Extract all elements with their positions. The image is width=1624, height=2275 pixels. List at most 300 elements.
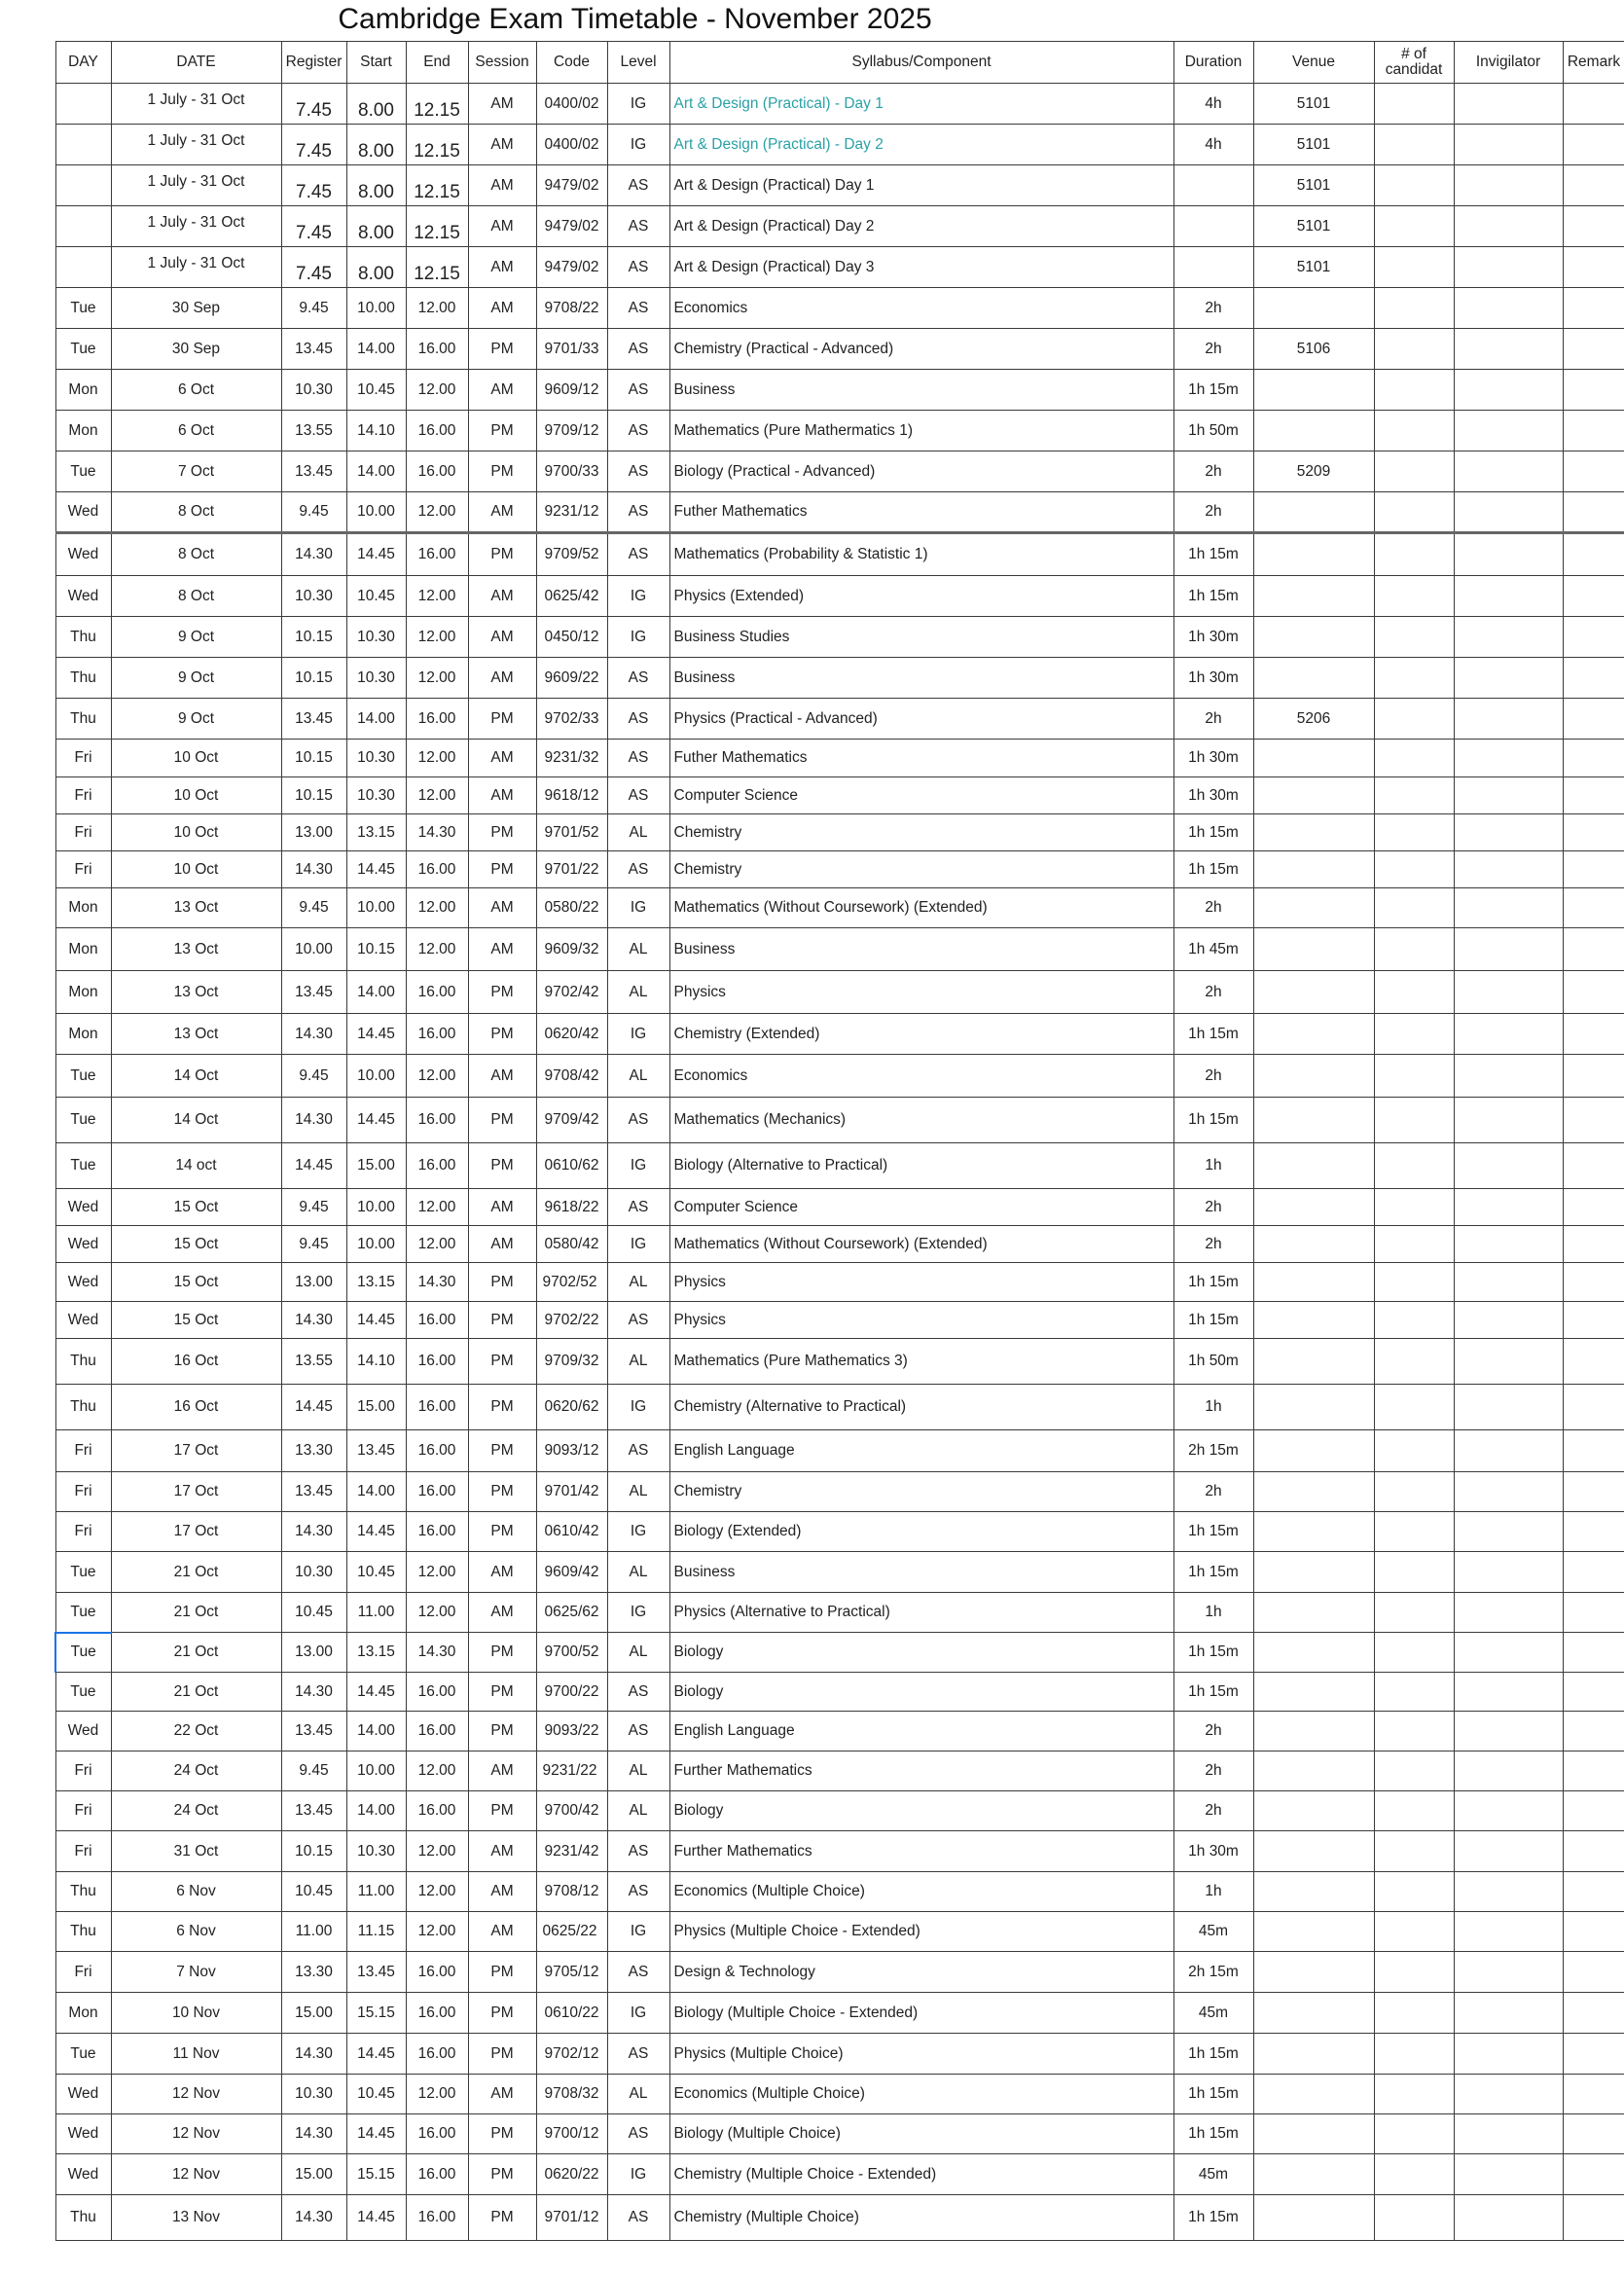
cell-invigilator[interactable] (1454, 617, 1563, 658)
cell-code[interactable]: 9700/42 (536, 1791, 607, 1831)
cell-code[interactable]: 9231/42 (536, 1831, 607, 1872)
cell-invigilator[interactable] (1454, 288, 1563, 329)
cell-session[interactable]: PM (468, 411, 536, 451)
cell-invigilator[interactable] (1454, 1791, 1563, 1831)
cell-venue[interactable] (1253, 617, 1374, 658)
cell-candidates[interactable] (1374, 247, 1454, 288)
cell-code[interactable]: 9618/12 (536, 777, 607, 814)
cell-venue[interactable]: 5206 (1253, 699, 1374, 740)
cell-register[interactable]: 14.45 (281, 1143, 346, 1189)
cell-remark[interactable] (1563, 2114, 1624, 2154)
cell-candidates[interactable] (1374, 1339, 1454, 1385)
cell-invigilator[interactable] (1454, 2075, 1563, 2114)
cell-remark[interactable] (1563, 1339, 1624, 1385)
cell-subject[interactable]: Chemistry (Extended) (669, 1014, 1173, 1055)
cell-date[interactable]: 13 Oct (111, 1014, 281, 1055)
cell-invigilator[interactable] (1454, 1014, 1563, 1055)
cell-subject[interactable]: Mathematics (Probability & Statistic 1) (669, 533, 1173, 576)
cell-code[interactable]: 9479/02 (536, 247, 607, 288)
cell-register[interactable]: 14.30 (281, 1098, 346, 1143)
cell-level[interactable]: AS (607, 2195, 669, 2241)
cell-subject[interactable]: Design & Technology (669, 1952, 1173, 1993)
cell-day[interactable]: Wed (55, 1712, 111, 1751)
cell-code[interactable]: 9609/22 (536, 658, 607, 699)
cell-duration[interactable]: 45m (1173, 1993, 1253, 2034)
cell-start[interactable]: 14.00 (346, 329, 406, 370)
cell-invigilator[interactable] (1454, 1226, 1563, 1263)
cell-start[interactable]: 15.15 (346, 2154, 406, 2195)
cell-subject[interactable]: Further Mathematics (669, 1751, 1173, 1791)
cell-duration[interactable]: 1h (1173, 1143, 1253, 1189)
cell-duration[interactable]: 1h 30m (1173, 1831, 1253, 1872)
cell-candidates[interactable] (1374, 2154, 1454, 2195)
cell-venue[interactable]: 5101 (1253, 247, 1374, 288)
cell-start[interactable]: 14.45 (346, 2195, 406, 2241)
cell-code[interactable]: 9093/12 (536, 1430, 607, 1472)
cell-code[interactable]: 0400/02 (536, 84, 607, 125)
cell-session[interactable]: AM (468, 206, 536, 247)
cell-session[interactable]: AM (468, 165, 536, 206)
cell-code[interactable]: 9708/22 (536, 288, 607, 329)
cell-level[interactable]: AS (607, 165, 669, 206)
cell-subject[interactable]: Chemistry (669, 1472, 1173, 1512)
cell-remark[interactable] (1563, 533, 1624, 576)
cell-day[interactable] (55, 247, 111, 288)
cell-invigilator[interactable] (1454, 451, 1563, 492)
cell-subject[interactable]: Chemistry (Alternative to Practical) (669, 1385, 1173, 1430)
cell-invigilator[interactable] (1454, 1339, 1563, 1385)
cell-venue[interactable] (1253, 1302, 1374, 1339)
cell-candidates[interactable] (1374, 451, 1454, 492)
cell-remark[interactable] (1563, 658, 1624, 699)
cell-start[interactable]: 14.45 (346, 1014, 406, 1055)
cell-day[interactable]: Thu (55, 658, 111, 699)
cell-end[interactable]: 16.00 (406, 1993, 468, 2034)
cell-subject[interactable]: Art & Design (Practical) - Day 1 (669, 84, 1173, 125)
cell-end[interactable]: 12.15 (406, 84, 468, 125)
cell-date[interactable]: 21 Oct (111, 1552, 281, 1593)
cell-level[interactable]: AL (607, 1472, 669, 1512)
cell-day[interactable]: Wed (55, 1226, 111, 1263)
cell-code[interactable]: 9231/32 (536, 740, 607, 777)
cell-duration[interactable]: 1h (1173, 1385, 1253, 1430)
cell-day[interactable]: Fri (55, 851, 111, 888)
cell-code[interactable]: 0580/42 (536, 1226, 607, 1263)
cell-code[interactable]: 9709/42 (536, 1098, 607, 1143)
cell-subject[interactable]: Biology (669, 1791, 1173, 1831)
cell-session[interactable]: AM (468, 1872, 536, 1912)
cell-session[interactable]: PM (468, 1014, 536, 1055)
cell-level[interactable]: AS (607, 1430, 669, 1472)
cell-day[interactable]: Mon (55, 1993, 111, 2034)
cell-day[interactable]: Wed (55, 2114, 111, 2154)
cell-day[interactable]: Mon (55, 370, 111, 411)
cell-venue[interactable] (1253, 370, 1374, 411)
cell-session[interactable]: AM (468, 1593, 536, 1633)
cell-subject[interactable]: Chemistry (Multiple Choice) (669, 2195, 1173, 2241)
cell-start[interactable]: 13.15 (346, 814, 406, 851)
cell-day[interactable] (55, 84, 111, 125)
cell-end[interactable]: 12.00 (406, 288, 468, 329)
cell-invigilator[interactable] (1454, 2195, 1563, 2241)
cell-venue[interactable] (1253, 1952, 1374, 1993)
col-header-date[interactable]: DATE (111, 42, 281, 84)
cell-code[interactable]: 9701/52 (536, 814, 607, 851)
cell-code[interactable]: 9700/33 (536, 451, 607, 492)
cell-date[interactable]: 13 Oct (111, 971, 281, 1014)
cell-remark[interactable] (1563, 1712, 1624, 1751)
cell-day[interactable]: Mon (55, 928, 111, 971)
cell-day[interactable]: Tue (55, 1143, 111, 1189)
cell-start[interactable]: 10.00 (346, 1226, 406, 1263)
cell-invigilator[interactable] (1454, 533, 1563, 576)
cell-start[interactable]: 10.00 (346, 888, 406, 928)
cell-end[interactable]: 12.00 (406, 1872, 468, 1912)
cell-duration[interactable]: 1h 30m (1173, 617, 1253, 658)
cell-day[interactable]: Tue (55, 1055, 111, 1098)
cell-register[interactable]: 9.45 (281, 492, 346, 533)
cell-candidates[interactable] (1374, 971, 1454, 1014)
cell-duration[interactable]: 1h 15m (1173, 370, 1253, 411)
cell-end[interactable]: 14.30 (406, 1263, 468, 1302)
cell-register[interactable]: 10.30 (281, 576, 346, 617)
cell-day[interactable] (55, 125, 111, 165)
cell-end[interactable]: 12.00 (406, 658, 468, 699)
cell-duration[interactable]: 2h 15m (1173, 1952, 1253, 1993)
cell-level[interactable]: IG (607, 1993, 669, 2034)
cell-date[interactable]: 11 Nov (111, 2034, 281, 2075)
cell-invigilator[interactable] (1454, 2154, 1563, 2195)
cell-start[interactable]: 10.00 (346, 492, 406, 533)
cell-candidates[interactable] (1374, 699, 1454, 740)
cell-day[interactable]: Wed (55, 1189, 111, 1226)
cell-candidates[interactable] (1374, 1751, 1454, 1791)
cell-duration[interactable] (1173, 165, 1253, 206)
cell-code[interactable]: 9702/52 (536, 1263, 607, 1302)
cell-candidates[interactable] (1374, 1189, 1454, 1226)
cell-register[interactable]: 10.15 (281, 1831, 346, 1872)
cell-session[interactable]: AM (468, 1751, 536, 1791)
cell-register[interactable]: 14.30 (281, 1302, 346, 1339)
cell-start[interactable]: 14.00 (346, 1472, 406, 1512)
cell-register[interactable]: 14.45 (281, 1385, 346, 1430)
cell-session[interactable]: PM (468, 533, 536, 576)
cell-level[interactable]: AS (607, 699, 669, 740)
cell-remark[interactable] (1563, 1912, 1624, 1952)
cell-remark[interactable] (1563, 247, 1624, 288)
cell-start[interactable]: 13.15 (346, 1263, 406, 1302)
cell-code[interactable]: 9702/33 (536, 699, 607, 740)
cell-invigilator[interactable] (1454, 1263, 1563, 1302)
cell-session[interactable]: PM (468, 1430, 536, 1472)
cell-duration[interactable]: 1h (1173, 1872, 1253, 1912)
cell-session[interactable]: PM (468, 1098, 536, 1143)
cell-candidates[interactable] (1374, 288, 1454, 329)
cell-date[interactable]: 13 Nov (111, 2195, 281, 2241)
cell-candidates[interactable] (1374, 533, 1454, 576)
col-header-invigilator[interactable]: Invigilator (1454, 42, 1563, 84)
cell-start[interactable]: 14.45 (346, 1098, 406, 1143)
cell-subject[interactable]: Mathematics (Without Coursework) (Extended) (669, 888, 1173, 928)
cell-start[interactable]: 10.00 (346, 1751, 406, 1791)
cell-invigilator[interactable] (1454, 851, 1563, 888)
cell-duration[interactable]: 1h 15m (1173, 1263, 1253, 1302)
cell-invigilator[interactable] (1454, 777, 1563, 814)
cell-subject[interactable]: Physics (Extended) (669, 576, 1173, 617)
cell-start[interactable]: 8.00 (346, 84, 406, 125)
cell-subject[interactable]: Mathematics (Pure Mathematics 3) (669, 1339, 1173, 1385)
cell-invigilator[interactable] (1454, 1593, 1563, 1633)
cell-date[interactable]: 12 Nov (111, 2075, 281, 2114)
cell-date[interactable]: 1 July - 31 Oct (111, 125, 281, 165)
cell-code[interactable]: 9708/12 (536, 1872, 607, 1912)
cell-register[interactable]: 10.30 (281, 2075, 346, 2114)
cell-date[interactable]: 21 Oct (111, 1673, 281, 1712)
cell-candidates[interactable] (1374, 1791, 1454, 1831)
cell-register[interactable]: 13.45 (281, 971, 346, 1014)
cell-venue[interactable] (1253, 1472, 1374, 1512)
cell-subject[interactable]: Physics (Multiple Choice - Extended) (669, 1912, 1173, 1952)
cell-level[interactable]: AS (607, 1189, 669, 1226)
cell-day[interactable]: Thu (55, 1385, 111, 1430)
cell-register[interactable]: 14.30 (281, 1014, 346, 1055)
cell-end[interactable]: 16.00 (406, 971, 468, 1014)
cell-duration[interactable]: 1h 15m (1173, 2195, 1253, 2241)
cell-day[interactable]: Fri (55, 814, 111, 851)
cell-register[interactable]: 10.30 (281, 1552, 346, 1593)
cell-day[interactable]: Tue (55, 1633, 111, 1673)
cell-date[interactable]: 15 Oct (111, 1302, 281, 1339)
cell-subject[interactable]: Computer Science (669, 1189, 1173, 1226)
cell-invigilator[interactable] (1454, 125, 1563, 165)
cell-day[interactable]: Tue (55, 1098, 111, 1143)
cell-remark[interactable] (1563, 1472, 1624, 1512)
cell-level[interactable]: AS (607, 370, 669, 411)
cell-end[interactable]: 16.00 (406, 1952, 468, 1993)
cell-date[interactable]: 30 Sep (111, 288, 281, 329)
cell-session[interactable]: PM (468, 1385, 536, 1430)
cell-remark[interactable] (1563, 288, 1624, 329)
cell-code[interactable]: 0610/22 (536, 1993, 607, 2034)
cell-subject[interactable]: Biology (Extended) (669, 1512, 1173, 1552)
cell-invigilator[interactable] (1454, 1143, 1563, 1189)
cell-invigilator[interactable] (1454, 370, 1563, 411)
cell-day[interactable]: Wed (55, 492, 111, 533)
cell-code[interactable]: 0625/62 (536, 1593, 607, 1633)
cell-date[interactable]: 17 Oct (111, 1472, 281, 1512)
cell-invigilator[interactable] (1454, 814, 1563, 851)
cell-session[interactable]: AM (468, 888, 536, 928)
cell-date[interactable]: 12 Nov (111, 2154, 281, 2195)
cell-duration[interactable]: 1h 50m (1173, 1339, 1253, 1385)
cell-invigilator[interactable] (1454, 329, 1563, 370)
cell-day[interactable]: Wed (55, 1302, 111, 1339)
cell-date[interactable]: 15 Oct (111, 1263, 281, 1302)
cell-subject[interactable]: Mathematics (Pure Mathermatics 1) (669, 411, 1173, 451)
cell-session[interactable]: AM (468, 740, 536, 777)
cell-code[interactable]: 0450/12 (536, 617, 607, 658)
cell-code[interactable]: 9709/32 (536, 1339, 607, 1385)
cell-remark[interactable] (1563, 1055, 1624, 1098)
cell-level[interactable]: AL (607, 814, 669, 851)
cell-level[interactable]: AS (607, 492, 669, 533)
cell-code[interactable]: 0625/22 (536, 1912, 607, 1952)
cell-venue[interactable] (1253, 1751, 1374, 1791)
cell-session[interactable]: AM (468, 658, 536, 699)
cell-venue[interactable]: 5101 (1253, 206, 1374, 247)
cell-invigilator[interactable] (1454, 1912, 1563, 1952)
cell-subject[interactable]: Art & Design (Practical) - Day 2 (669, 125, 1173, 165)
cell-date[interactable]: 31 Oct (111, 1831, 281, 1872)
cell-end[interactable]: 12.00 (406, 370, 468, 411)
cell-day[interactable]: Fri (55, 1952, 111, 1993)
cell-invigilator[interactable] (1454, 1831, 1563, 1872)
cell-invigilator[interactable] (1454, 1673, 1563, 1712)
col-header-level[interactable]: Level (607, 42, 669, 84)
cell-venue[interactable] (1253, 1385, 1374, 1430)
cell-subject[interactable]: Business (669, 370, 1173, 411)
cell-code[interactable]: 9479/02 (536, 165, 607, 206)
cell-candidates[interactable] (1374, 1098, 1454, 1143)
cell-end[interactable]: 12.00 (406, 1831, 468, 1872)
cell-venue[interactable]: 5106 (1253, 329, 1374, 370)
cell-start[interactable]: 14.45 (346, 1673, 406, 1712)
cell-register[interactable]: 7.45 (281, 125, 346, 165)
cell-start[interactable]: 10.30 (346, 617, 406, 658)
cell-level[interactable]: AS (607, 740, 669, 777)
cell-candidates[interactable] (1374, 1831, 1454, 1872)
cell-start[interactable]: 14.00 (346, 1712, 406, 1751)
cell-invigilator[interactable] (1454, 84, 1563, 125)
cell-venue[interactable] (1253, 411, 1374, 451)
cell-invigilator[interactable] (1454, 411, 1563, 451)
cell-level[interactable]: AS (607, 777, 669, 814)
cell-day[interactable]: Thu (55, 1872, 111, 1912)
cell-day[interactable]: Mon (55, 411, 111, 451)
cell-start[interactable]: 10.30 (346, 777, 406, 814)
cell-end[interactable]: 12.15 (406, 125, 468, 165)
cell-code[interactable]: 9701/42 (536, 1472, 607, 1512)
cell-invigilator[interactable] (1454, 1552, 1563, 1593)
cell-register[interactable]: 13.00 (281, 1263, 346, 1302)
col-header-session[interactable]: Session (468, 42, 536, 84)
cell-register[interactable]: 7.45 (281, 247, 346, 288)
cell-code[interactable]: 9709/12 (536, 411, 607, 451)
cell-candidates[interactable] (1374, 84, 1454, 125)
cell-subject[interactable]: Mathematics (Mechanics) (669, 1098, 1173, 1143)
cell-level[interactable]: IG (607, 617, 669, 658)
cell-venue[interactable] (1253, 1263, 1374, 1302)
cell-date[interactable]: 15 Oct (111, 1189, 281, 1226)
cell-venue[interactable] (1253, 971, 1374, 1014)
cell-date[interactable]: 1 July - 31 Oct (111, 165, 281, 206)
cell-code[interactable]: 9708/42 (536, 1055, 607, 1098)
cell-candidates[interactable] (1374, 125, 1454, 165)
cell-code[interactable]: 9709/52 (536, 533, 607, 576)
cell-end[interactable]: 12.00 (406, 617, 468, 658)
cell-start[interactable]: 14.00 (346, 699, 406, 740)
cell-level[interactable]: AL (607, 1751, 669, 1791)
cell-start[interactable]: 10.30 (346, 1831, 406, 1872)
cell-code[interactable]: 0610/42 (536, 1512, 607, 1552)
cell-subject[interactable]: Physics (Multiple Choice) (669, 2034, 1173, 2075)
cell-duration[interactable]: 1h 15m (1173, 1512, 1253, 1552)
cell-start[interactable]: 10.00 (346, 1189, 406, 1226)
cell-remark[interactable] (1563, 1226, 1624, 1263)
cell-start[interactable]: 15.15 (346, 1993, 406, 2034)
cell-end[interactable]: 16.00 (406, 451, 468, 492)
cell-subject[interactable]: Chemistry (669, 851, 1173, 888)
cell-candidates[interactable] (1374, 2034, 1454, 2075)
cell-day[interactable]: Tue (55, 1593, 111, 1633)
cell-subject[interactable]: Economics (Multiple Choice) (669, 2075, 1173, 2114)
cell-level[interactable]: IG (607, 1143, 669, 1189)
cell-day[interactable]: Thu (55, 617, 111, 658)
cell-register[interactable]: 13.45 (281, 1472, 346, 1512)
cell-register[interactable]: 11.00 (281, 1912, 346, 1952)
cell-register[interactable]: 13.55 (281, 411, 346, 451)
cell-day[interactable]: Tue (55, 1673, 111, 1712)
cell-register[interactable]: 13.55 (281, 1339, 346, 1385)
cell-venue[interactable] (1253, 1143, 1374, 1189)
cell-venue[interactable] (1253, 1552, 1374, 1593)
col-header-start[interactable]: Start (346, 42, 406, 84)
cell-invigilator[interactable] (1454, 1189, 1563, 1226)
cell-candidates[interactable] (1374, 2195, 1454, 2241)
cell-duration[interactable]: 1h 15m (1173, 814, 1253, 851)
cell-register[interactable]: 9.45 (281, 888, 346, 928)
cell-day[interactable]: Fri (55, 1430, 111, 1472)
cell-date[interactable]: 6 Nov (111, 1912, 281, 1952)
cell-code[interactable]: 9618/22 (536, 1189, 607, 1226)
cell-venue[interactable] (1253, 1831, 1374, 1872)
cell-subject[interactable]: Futher Mathematics (669, 492, 1173, 533)
cell-remark[interactable] (1563, 1633, 1624, 1673)
cell-level[interactable]: AS (607, 1872, 669, 1912)
cell-candidates[interactable] (1374, 1143, 1454, 1189)
cell-venue[interactable] (1253, 1055, 1374, 1098)
cell-subject[interactable]: Physics (669, 971, 1173, 1014)
cell-candidates[interactable] (1374, 1912, 1454, 1952)
cell-register[interactable]: 13.30 (281, 1952, 346, 1993)
cell-remark[interactable] (1563, 1791, 1624, 1831)
cell-candidates[interactable] (1374, 1385, 1454, 1430)
cell-duration[interactable]: 45m (1173, 1912, 1253, 1952)
cell-start[interactable]: 11.15 (346, 1912, 406, 1952)
cell-register[interactable]: 9.45 (281, 1189, 346, 1226)
cell-date[interactable]: 17 Oct (111, 1430, 281, 1472)
cell-session[interactable]: PM (468, 1712, 536, 1751)
cell-level[interactable]: AS (607, 1098, 669, 1143)
cell-date[interactable]: 14 Oct (111, 1098, 281, 1143)
cell-end[interactable]: 16.00 (406, 1712, 468, 1751)
cell-invigilator[interactable] (1454, 1055, 1563, 1098)
cell-duration[interactable]: 4h (1173, 125, 1253, 165)
cell-duration[interactable]: 2h (1173, 1472, 1253, 1512)
cell-session[interactable]: PM (468, 1263, 536, 1302)
cell-subject[interactable]: Business (669, 658, 1173, 699)
cell-session[interactable]: AM (468, 1055, 536, 1098)
cell-candidates[interactable] (1374, 492, 1454, 533)
col-header-candidates[interactable]: # of candidat (1374, 42, 1454, 84)
cell-duration[interactable]: 1h 15m (1173, 533, 1253, 576)
cell-duration[interactable]: 2h (1173, 1226, 1253, 1263)
cell-venue[interactable] (1253, 492, 1374, 533)
cell-candidates[interactable] (1374, 1226, 1454, 1263)
cell-subject[interactable]: Physics (Alternative to Practical) (669, 1593, 1173, 1633)
cell-code[interactable]: 9702/12 (536, 2034, 607, 2075)
cell-register[interactable]: 10.45 (281, 1872, 346, 1912)
